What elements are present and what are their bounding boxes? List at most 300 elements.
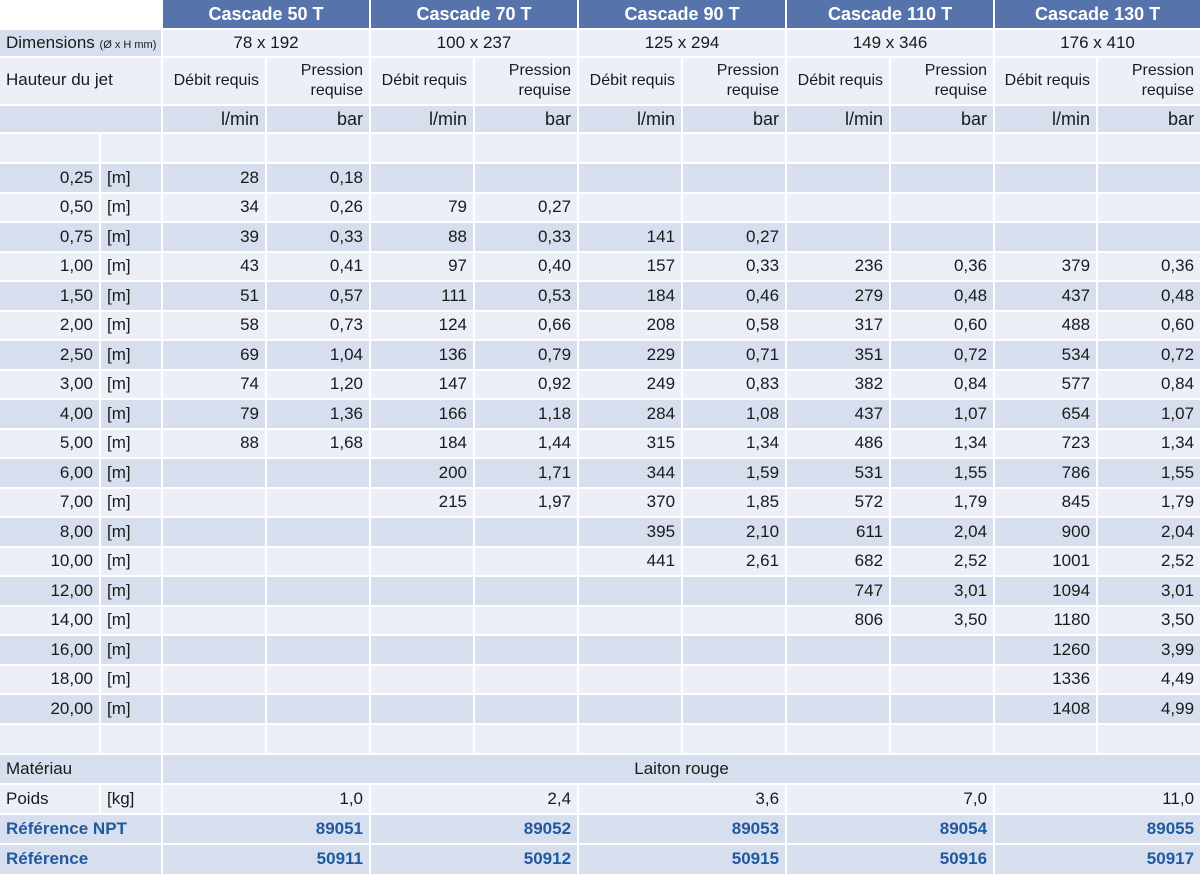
weight-value: 3,6 bbox=[579, 785, 787, 815]
flow-value: 441 bbox=[579, 548, 683, 578]
pressure-unit: bar bbox=[683, 106, 787, 134]
jet-height-unit: [m] bbox=[101, 430, 163, 460]
unit-row-corner bbox=[0, 106, 163, 134]
empty-cell bbox=[683, 725, 787, 755]
pressure-value: 1,85 bbox=[683, 489, 787, 519]
jet-height-row bbox=[0, 695, 1200, 725]
flow-column-label: Débit requis bbox=[995, 58, 1098, 106]
material-value: Laiton rouge bbox=[163, 755, 1200, 785]
flow-value bbox=[579, 636, 683, 666]
material-row bbox=[0, 755, 1200, 785]
reference-value: 50915 bbox=[579, 845, 787, 874]
jet-height-row bbox=[0, 666, 1200, 696]
pressure-value bbox=[683, 695, 787, 725]
flow-value: 208 bbox=[579, 312, 683, 342]
jet-height-value: 4,00 bbox=[0, 400, 101, 430]
flow-value bbox=[579, 607, 683, 637]
flow-value: 437 bbox=[995, 282, 1098, 312]
reference-npt-value: 89054 bbox=[787, 815, 995, 845]
flow-value bbox=[579, 194, 683, 224]
pressure-value: 0,72 bbox=[1098, 341, 1200, 371]
pressure-value bbox=[683, 194, 787, 224]
pressure-value: 0,71 bbox=[683, 341, 787, 371]
pressure-value: 1,08 bbox=[683, 400, 787, 430]
dimensions-value: 176 x 410 bbox=[995, 30, 1200, 58]
jet-height-unit: [m] bbox=[101, 666, 163, 696]
empty-cell bbox=[891, 725, 995, 755]
pressure-value: 3,99 bbox=[1098, 636, 1200, 666]
flow-value: 88 bbox=[371, 223, 475, 253]
flow-value: 1001 bbox=[995, 548, 1098, 578]
pressure-value: 0,57 bbox=[267, 282, 371, 312]
reference-npt-label: Référence NPT bbox=[0, 815, 163, 845]
flow-value: 279 bbox=[787, 282, 891, 312]
pressure-value bbox=[891, 666, 995, 696]
flow-column-label: Débit requis bbox=[579, 58, 683, 106]
flow-unit: l/min bbox=[579, 106, 683, 134]
dimensions-value: 125 x 294 bbox=[579, 30, 787, 58]
pressure-value: 1,55 bbox=[1098, 459, 1200, 489]
flow-value: 1408 bbox=[995, 695, 1098, 725]
pressure-value: 0,33 bbox=[683, 253, 787, 283]
pressure-value bbox=[267, 666, 371, 696]
flow-value bbox=[995, 194, 1098, 224]
jet-height-unit: [m] bbox=[101, 695, 163, 725]
flow-value bbox=[371, 636, 475, 666]
reference-label: Référence bbox=[0, 845, 163, 874]
empty-cell bbox=[1098, 725, 1200, 755]
pressure-value: 4,49 bbox=[1098, 666, 1200, 696]
flow-value bbox=[787, 223, 891, 253]
flow-value bbox=[995, 164, 1098, 194]
weight-value: 11,0 bbox=[995, 785, 1200, 815]
pressure-value bbox=[475, 607, 579, 637]
reference-npt-row bbox=[0, 815, 1200, 845]
pressure-value: 0,48 bbox=[891, 282, 995, 312]
flow-unit: l/min bbox=[371, 106, 475, 134]
flow-value: 315 bbox=[579, 430, 683, 460]
pressure-value: 1,79 bbox=[891, 489, 995, 519]
flow-value bbox=[371, 695, 475, 725]
flow-value bbox=[371, 577, 475, 607]
jet-height-unit: [m] bbox=[101, 636, 163, 666]
model-name: Cascade 130 T bbox=[995, 0, 1200, 30]
empty-cell bbox=[683, 134, 787, 164]
flow-value: 51 bbox=[163, 282, 267, 312]
pressure-value: 3,01 bbox=[1098, 577, 1200, 607]
jet-height-unit: [m] bbox=[101, 282, 163, 312]
flow-value bbox=[371, 607, 475, 637]
flow-value: 577 bbox=[995, 371, 1098, 401]
flow-value bbox=[787, 636, 891, 666]
flow-value: 28 bbox=[163, 164, 267, 194]
pressure-value: 0,36 bbox=[891, 253, 995, 283]
flow-value bbox=[787, 666, 891, 696]
flow-column-label: Débit requis bbox=[371, 58, 475, 106]
flow-value: 43 bbox=[163, 253, 267, 283]
flow-value bbox=[371, 548, 475, 578]
flow-unit: l/min bbox=[787, 106, 891, 134]
pressure-value bbox=[683, 666, 787, 696]
pressure-value bbox=[267, 695, 371, 725]
flow-value bbox=[163, 607, 267, 637]
pressure-value: 3,01 bbox=[891, 577, 995, 607]
flow-unit: l/min bbox=[163, 106, 267, 134]
flow-column-label: Débit requis bbox=[787, 58, 891, 106]
jet-height-value: 2,00 bbox=[0, 312, 101, 342]
pressure-value: 0,18 bbox=[267, 164, 371, 194]
flow-value: 382 bbox=[787, 371, 891, 401]
empty-cell bbox=[267, 725, 371, 755]
dimensions-value: 149 x 346 bbox=[787, 30, 995, 58]
flow-value: 236 bbox=[787, 253, 891, 283]
model-name: Cascade 110 T bbox=[787, 0, 995, 30]
jet-height-row bbox=[0, 194, 1200, 224]
flow-value: 166 bbox=[371, 400, 475, 430]
pressure-value: 0,27 bbox=[683, 223, 787, 253]
pressure-value bbox=[267, 459, 371, 489]
pressure-value: 0,60 bbox=[1098, 312, 1200, 342]
pressure-value: 0,27 bbox=[475, 194, 579, 224]
jet-height-unit: [m] bbox=[101, 341, 163, 371]
pressure-value: 1,55 bbox=[891, 459, 995, 489]
pressure-value: 3,50 bbox=[1098, 607, 1200, 637]
empty-cell bbox=[371, 725, 475, 755]
pressure-value: 4,99 bbox=[1098, 695, 1200, 725]
flow-value: 534 bbox=[995, 341, 1098, 371]
pressure-value: 1,68 bbox=[267, 430, 371, 460]
pressure-value: 0,72 bbox=[891, 341, 995, 371]
pressure-value: 0,40 bbox=[475, 253, 579, 283]
flow-value: 58 bbox=[163, 312, 267, 342]
empty-cell bbox=[787, 134, 891, 164]
pressure-value bbox=[891, 695, 995, 725]
jet-height-row bbox=[0, 607, 1200, 637]
pressure-value bbox=[475, 164, 579, 194]
flow-value: 157 bbox=[579, 253, 683, 283]
flow-value: 531 bbox=[787, 459, 891, 489]
flow-value: 69 bbox=[163, 341, 267, 371]
pressure-value bbox=[267, 577, 371, 607]
pressure-value: 0,83 bbox=[683, 371, 787, 401]
model-name: Cascade 50 T bbox=[163, 0, 371, 30]
jet-height-unit: [m] bbox=[101, 253, 163, 283]
pressure-value: 2,10 bbox=[683, 518, 787, 548]
pressure-value bbox=[1098, 223, 1200, 253]
jet-height-unit: [m] bbox=[101, 459, 163, 489]
flow-value: 1336 bbox=[995, 666, 1098, 696]
jet-height-value: 3,00 bbox=[0, 371, 101, 401]
flow-value: 806 bbox=[787, 607, 891, 637]
flow-value bbox=[163, 666, 267, 696]
jet-height-value: 12,00 bbox=[0, 577, 101, 607]
empty-cell bbox=[101, 134, 163, 164]
pressure-value: 0,46 bbox=[683, 282, 787, 312]
jet-height-value: 16,00 bbox=[0, 636, 101, 666]
pressure-value: 1,79 bbox=[1098, 489, 1200, 519]
pressure-value bbox=[891, 194, 995, 224]
pressure-value: 2,61 bbox=[683, 548, 787, 578]
empty-cell bbox=[579, 134, 683, 164]
flow-value: 845 bbox=[995, 489, 1098, 519]
jet-height-unit: [m] bbox=[101, 400, 163, 430]
weight-value: 1,0 bbox=[163, 785, 371, 815]
spacer-row bbox=[0, 134, 1200, 164]
flow-value: 200 bbox=[371, 459, 475, 489]
pressure-value: 3,50 bbox=[891, 607, 995, 637]
pressure-value: 1,36 bbox=[267, 400, 371, 430]
pressure-value bbox=[475, 666, 579, 696]
model-name: Cascade 70 T bbox=[371, 0, 579, 30]
pressure-value bbox=[267, 518, 371, 548]
jet-height-value: 1,00 bbox=[0, 253, 101, 283]
flow-unit: l/min bbox=[995, 106, 1098, 134]
pressure-value: 0,60 bbox=[891, 312, 995, 342]
flow-value bbox=[163, 695, 267, 725]
jet-height-row bbox=[0, 548, 1200, 578]
pressure-value bbox=[267, 636, 371, 666]
dimensions-label-cell bbox=[0, 30, 163, 58]
flow-value bbox=[371, 164, 475, 194]
flow-value: 370 bbox=[579, 489, 683, 519]
flow-value: 79 bbox=[163, 400, 267, 430]
pressure-value: 1,34 bbox=[683, 430, 787, 460]
flow-value bbox=[995, 223, 1098, 253]
jet-height-unit: [m] bbox=[101, 577, 163, 607]
flow-value bbox=[787, 164, 891, 194]
pressure-value bbox=[267, 607, 371, 637]
empty-cell bbox=[475, 725, 579, 755]
flow-value: 488 bbox=[995, 312, 1098, 342]
empty-cell bbox=[163, 725, 267, 755]
pressure-value: 2,04 bbox=[891, 518, 995, 548]
reference-value: 50917 bbox=[995, 845, 1200, 874]
dimensions-row bbox=[0, 30, 1200, 58]
flow-value: 124 bbox=[371, 312, 475, 342]
reference-value: 50912 bbox=[371, 845, 579, 874]
reference-npt-value: 89051 bbox=[163, 815, 371, 845]
pressure-column-label: Pression requise bbox=[891, 58, 995, 106]
header-corner bbox=[0, 0, 163, 30]
jet-height-unit: [m] bbox=[101, 548, 163, 578]
jet-height-row bbox=[0, 371, 1200, 401]
flow-value bbox=[163, 459, 267, 489]
flow-value: 682 bbox=[787, 548, 891, 578]
empty-cell bbox=[163, 134, 267, 164]
pressure-value: 2,04 bbox=[1098, 518, 1200, 548]
pressure-value bbox=[683, 607, 787, 637]
pressure-value bbox=[1098, 164, 1200, 194]
dimensions-label: Dimensions bbox=[6, 33, 95, 52]
flow-value: 34 bbox=[163, 194, 267, 224]
model-header-row bbox=[0, 0, 1200, 30]
flow-column-label: Débit requis bbox=[163, 58, 267, 106]
flow-value bbox=[163, 548, 267, 578]
flow-value: 344 bbox=[579, 459, 683, 489]
pressure-value bbox=[475, 518, 579, 548]
jet-height-row bbox=[0, 312, 1200, 342]
empty-cell bbox=[1098, 134, 1200, 164]
jet-height-row bbox=[0, 253, 1200, 283]
flow-value bbox=[163, 489, 267, 519]
empty-cell bbox=[995, 134, 1098, 164]
pressure-value: 1,44 bbox=[475, 430, 579, 460]
pressure-value bbox=[475, 636, 579, 666]
empty-cell bbox=[267, 134, 371, 164]
jet-height-unit: [m] bbox=[101, 518, 163, 548]
weight-row bbox=[0, 785, 1200, 815]
column-label-row bbox=[0, 58, 1200, 106]
flow-value: 486 bbox=[787, 430, 891, 460]
flow-value bbox=[371, 666, 475, 696]
flow-value: 900 bbox=[995, 518, 1098, 548]
flow-value: 747 bbox=[787, 577, 891, 607]
pressure-unit: bar bbox=[1098, 106, 1200, 134]
spacer-row bbox=[0, 725, 1200, 755]
jet-height-label: Hauteur du jet bbox=[0, 58, 163, 106]
weight-label: Poids bbox=[0, 785, 101, 815]
jet-height-unit: [m] bbox=[101, 312, 163, 342]
pressure-value: 1,07 bbox=[891, 400, 995, 430]
pressure-value: 1,18 bbox=[475, 400, 579, 430]
dimensions-value: 78 x 192 bbox=[163, 30, 371, 58]
flow-value: 437 bbox=[787, 400, 891, 430]
pressure-value bbox=[683, 164, 787, 194]
jet-height-row bbox=[0, 164, 1200, 194]
jet-height-value: 8,00 bbox=[0, 518, 101, 548]
flow-value: 379 bbox=[995, 253, 1098, 283]
empty-cell bbox=[0, 725, 101, 755]
flow-value: 1260 bbox=[995, 636, 1098, 666]
flow-value bbox=[787, 194, 891, 224]
pressure-value: 1,20 bbox=[267, 371, 371, 401]
flow-value: 723 bbox=[995, 430, 1098, 460]
flow-value: 1094 bbox=[995, 577, 1098, 607]
flow-value: 786 bbox=[995, 459, 1098, 489]
pressure-unit: bar bbox=[475, 106, 579, 134]
jet-height-row bbox=[0, 577, 1200, 607]
pressure-value bbox=[267, 489, 371, 519]
reference-row bbox=[0, 845, 1200, 874]
weight-unit: [kg] bbox=[101, 785, 163, 815]
jet-height-row bbox=[0, 459, 1200, 489]
empty-cell bbox=[371, 134, 475, 164]
pressure-value: 1,34 bbox=[891, 430, 995, 460]
jet-height-unit: [m] bbox=[101, 371, 163, 401]
flow-value: 284 bbox=[579, 400, 683, 430]
flow-value: 88 bbox=[163, 430, 267, 460]
flow-value: 184 bbox=[371, 430, 475, 460]
empty-cell bbox=[0, 134, 101, 164]
pressure-value: 0,84 bbox=[891, 371, 995, 401]
jet-height-value: 18,00 bbox=[0, 666, 101, 696]
dimensions-value: 100 x 237 bbox=[371, 30, 579, 58]
pressure-unit: bar bbox=[891, 106, 995, 134]
flow-value bbox=[579, 666, 683, 696]
flow-value: 395 bbox=[579, 518, 683, 548]
pressure-value bbox=[891, 223, 995, 253]
flow-value bbox=[579, 577, 683, 607]
pressure-value bbox=[891, 636, 995, 666]
jet-height-value: 1,50 bbox=[0, 282, 101, 312]
flow-value: 611 bbox=[787, 518, 891, 548]
flow-value: 654 bbox=[995, 400, 1098, 430]
pressure-value bbox=[683, 636, 787, 666]
flow-value: 141 bbox=[579, 223, 683, 253]
flow-value: 147 bbox=[371, 371, 475, 401]
jet-height-row bbox=[0, 489, 1200, 519]
pressure-value: 1,71 bbox=[475, 459, 579, 489]
pressure-value: 0,26 bbox=[267, 194, 371, 224]
pressure-value bbox=[683, 577, 787, 607]
flow-value: 1180 bbox=[995, 607, 1098, 637]
flow-value: 215 bbox=[371, 489, 475, 519]
reference-npt-value: 89055 bbox=[995, 815, 1200, 845]
pressure-column-label: Pression requise bbox=[475, 58, 579, 106]
jet-height-row bbox=[0, 400, 1200, 430]
flow-value bbox=[163, 577, 267, 607]
jet-height-value: 20,00 bbox=[0, 695, 101, 725]
pressure-value: 0,33 bbox=[267, 223, 371, 253]
flow-value: 39 bbox=[163, 223, 267, 253]
empty-cell bbox=[579, 725, 683, 755]
empty-cell bbox=[101, 725, 163, 755]
pressure-unit: bar bbox=[267, 106, 371, 134]
pressure-value: 1,04 bbox=[267, 341, 371, 371]
jet-height-value: 14,00 bbox=[0, 607, 101, 637]
flow-value: 136 bbox=[371, 341, 475, 371]
flow-value: 249 bbox=[579, 371, 683, 401]
pressure-value: 0,41 bbox=[267, 253, 371, 283]
pressure-value bbox=[891, 164, 995, 194]
flow-value: 184 bbox=[579, 282, 683, 312]
reference-value: 50916 bbox=[787, 845, 995, 874]
jet-height-unit: [m] bbox=[101, 489, 163, 519]
pressure-value: 0,36 bbox=[1098, 253, 1200, 283]
reference-value: 50911 bbox=[163, 845, 371, 874]
weight-value: 7,0 bbox=[787, 785, 995, 815]
jet-height-value: 0,75 bbox=[0, 223, 101, 253]
pressure-value bbox=[267, 548, 371, 578]
jet-height-value: 7,00 bbox=[0, 489, 101, 519]
flow-value bbox=[163, 518, 267, 548]
jet-height-unit: [m] bbox=[101, 194, 163, 224]
jet-height-unit: [m] bbox=[101, 223, 163, 253]
jet-height-row bbox=[0, 282, 1200, 312]
pressure-value: 0,48 bbox=[1098, 282, 1200, 312]
pressure-value: 0,79 bbox=[475, 341, 579, 371]
pressure-column-label: Pression requise bbox=[683, 58, 787, 106]
reference-npt-value: 89053 bbox=[579, 815, 787, 845]
dimensions-unit-note: (Ø x H mm) bbox=[99, 39, 157, 51]
empty-cell bbox=[787, 725, 891, 755]
flow-value bbox=[579, 695, 683, 725]
flow-value: 111 bbox=[371, 282, 475, 312]
pressure-value: 0,92 bbox=[475, 371, 579, 401]
flow-value bbox=[579, 164, 683, 194]
pressure-value: 1,59 bbox=[683, 459, 787, 489]
jet-height-unit: [m] bbox=[101, 164, 163, 194]
flow-value: 97 bbox=[371, 253, 475, 283]
pressure-value: 0,66 bbox=[475, 312, 579, 342]
jet-height-row bbox=[0, 430, 1200, 460]
pressure-value: 0,58 bbox=[683, 312, 787, 342]
jet-height-value: 0,25 bbox=[0, 164, 101, 194]
jet-height-value: 0,50 bbox=[0, 194, 101, 224]
pressure-value: 0,84 bbox=[1098, 371, 1200, 401]
pressure-column-label: Pression requise bbox=[1098, 58, 1200, 106]
jet-height-value: 2,50 bbox=[0, 341, 101, 371]
